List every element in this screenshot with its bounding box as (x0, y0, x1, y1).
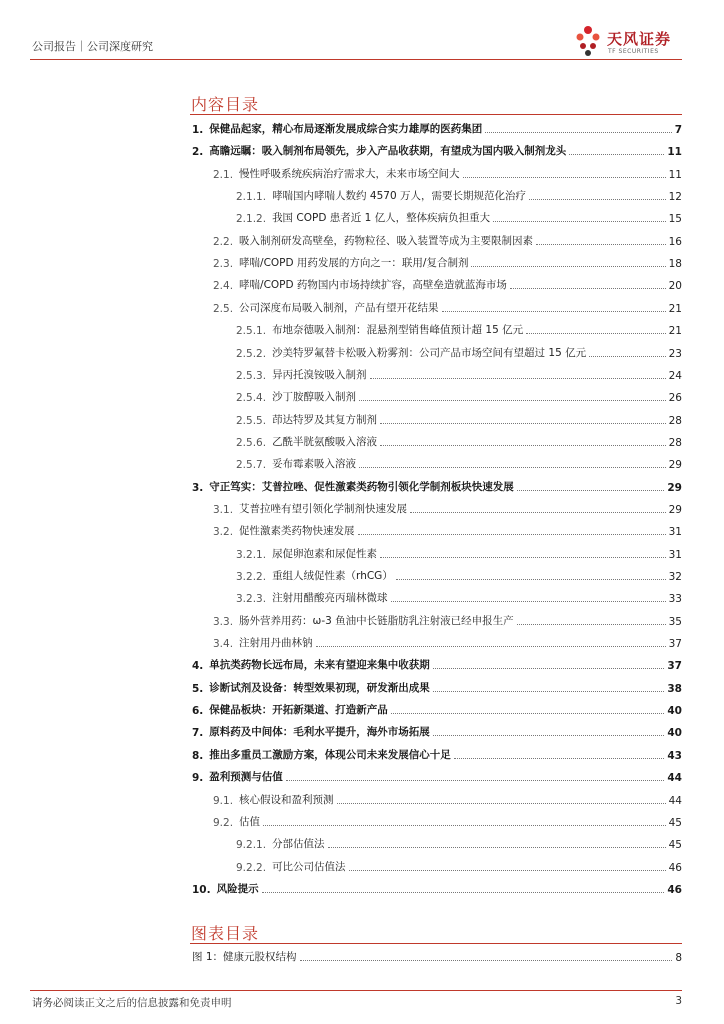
figure-leader-dots (300, 960, 673, 961)
toc-leader-dots (529, 199, 666, 200)
toc-leader-dots (589, 356, 666, 357)
toc-leader-dots (263, 825, 666, 826)
toc-entry-label: 推出多重员工激励方案，体现公司未来发展信心十足 (209, 748, 451, 761)
toc-entry-label: 布地奈德吸入制剂：混悬剂型销售峰值预计超 15 亿元 (272, 324, 524, 337)
toc-entry-page: 29 (668, 459, 682, 472)
toc-entry-number: 7. (192, 727, 204, 740)
toc-entry-page: 29 (667, 481, 682, 494)
toc-entry-page: 28 (668, 436, 682, 449)
toc-entry-page: 35 (668, 615, 682, 628)
figures-title-rule (190, 943, 682, 944)
toc-entry-page: 37 (668, 638, 682, 651)
footer-divider (30, 990, 682, 991)
toc-entry[interactable] (213, 300, 682, 315)
toc-entry-label: 重组人绒促性素（rhCG） (272, 570, 393, 582)
toc-leader-dots (358, 534, 666, 535)
toc-entry-number: 2. (192, 146, 204, 159)
toc-entry[interactable] (213, 501, 682, 516)
toc-entry-number: 2.4. (213, 280, 234, 293)
toc-entry-label: 可比公司估值法 (272, 860, 346, 873)
toc-entry-number: 8. (192, 749, 204, 762)
toc-entry[interactable] (213, 814, 682, 829)
toc-entry-label: 沙美特罗氟替卡松吸入粉雾剂：公司产品市场空间有望超过 15 亿元 (272, 346, 587, 359)
toc-entry[interactable] (192, 657, 682, 672)
toc-entry-label: 保健品起家，精心布局逐渐发展成综合实力雄厚的医药集团 (209, 123, 483, 135)
toc-entry-page: 15 (668, 213, 682, 226)
toc-entry-label: 高瞻远瞩：吸入制剂布局领先，步入产品收获期，有望成为国内吸入制剂龙头 (209, 145, 567, 158)
toc-entry-page: 31 (668, 548, 682, 561)
toc-entry[interactable] (236, 590, 682, 605)
toc-leader-dots (391, 713, 665, 714)
toc-entry-number: 2.5.6. (236, 436, 267, 449)
toc-entry-label: 诊断试剂及设备：转型效果初现，研发渐出成果 (209, 681, 430, 694)
toc-entry-label: 沙丁胺醇吸入制剂 (272, 391, 357, 404)
toc-entry-page: 44 (668, 794, 682, 807)
toc-entry-page: 33 (668, 593, 682, 606)
toc-entry-number: 2.5.7. (236, 459, 267, 472)
toc-leader-dots (359, 400, 666, 401)
header-divider (30, 59, 682, 60)
toc-entry-label: 尿促卵泡素和尿促性素 (272, 547, 378, 560)
toc-leader-dots (471, 266, 665, 267)
toc-entry-page: 21 (668, 302, 682, 315)
toc-entry-page: 21 (668, 325, 682, 338)
toc-entry-number: 3.4. (213, 638, 234, 651)
page-number: 3 (675, 995, 682, 1007)
toc-entry-label: 哮喘国内哮喘人数约 4570 万人，需要长期规范化治疗 (272, 190, 526, 203)
toc-entry-page: 28 (668, 414, 682, 427)
toc-entry-page: 12 (668, 191, 682, 204)
toc-entry-page: 11 (668, 168, 682, 181)
toc-entry-number: 9.2. (213, 816, 234, 829)
toc-entry-number: 2.5.3. (236, 369, 267, 382)
toc-entry[interactable] (236, 367, 682, 382)
toc-entry-label: 保健品板块：开拓新渠道、打造新产品 (209, 704, 388, 717)
toc-entry-number: 9. (192, 772, 204, 785)
figure-entry-label: 图 1：健康元股权结构 (192, 951, 297, 963)
toc-entry-number: 3.3. (213, 615, 234, 628)
figure-entry[interactable] (192, 949, 682, 964)
toc-entry-label: 注射用醋酸亮丙瑞林微球 (272, 592, 388, 605)
toc-entry-number: 2.5. (213, 302, 234, 315)
toc-leader-dots (359, 467, 666, 468)
toc-entry-label: 核心假设和盈利预测 (239, 793, 334, 806)
brand-mark-icon (573, 24, 603, 58)
toc-entry-number: 2.1. (213, 168, 234, 181)
toc-entry-label: 慢性呼吸系统疾病治疗需求大，未来市场空间大 (239, 167, 460, 180)
toc-entry[interactable] (213, 523, 682, 538)
toc-leader-dots (380, 445, 666, 446)
toc-entry-page: 45 (668, 839, 682, 852)
toc-entry[interactable] (213, 613, 682, 628)
toc-leader-dots (349, 870, 666, 871)
toc-entry-page: 18 (668, 258, 682, 271)
toc-entry[interactable] (192, 680, 682, 695)
toc-entry[interactable] (236, 546, 682, 561)
toc-entry[interactable] (236, 434, 682, 449)
toc-entry-page: 44 (667, 772, 682, 785)
toc-entry[interactable] (213, 255, 682, 270)
toc-entry-page: 11 (667, 146, 682, 159)
toc-leader-dots (493, 221, 666, 222)
toc-entry-label: 肠外营养用药：ω-3 鱼油中长链脂肪乳注射液已经申报生产 (239, 614, 514, 627)
toc-entry-label: 妥布霉素吸入溶液 (272, 458, 357, 471)
toc-entry-label: 单抗类药物长远布局，未来有望迎来集中收获期 (209, 659, 430, 672)
toc-leader-dots (569, 154, 664, 155)
toc-leader-dots (433, 668, 665, 669)
toc-entry[interactable] (192, 143, 682, 158)
toc-entry-page: 43 (667, 749, 682, 762)
toc-entry-page: 40 (667, 727, 682, 740)
toc-leader-dots (262, 892, 665, 893)
toc-entry[interactable] (236, 345, 682, 360)
toc-leader-dots (510, 288, 666, 289)
toc-entry-number: 1. (192, 124, 204, 136)
toc-entry-label: 分部估值法 (272, 838, 325, 851)
toc-entry[interactable] (236, 859, 682, 874)
toc-entry-page: 40 (667, 705, 682, 718)
toc-leader-dots (433, 735, 665, 736)
toc-entry-label: 风险提示 (216, 882, 259, 895)
toc-entry-number: 9.2.1. (236, 839, 267, 852)
toc-entry-number: 9.2.2. (236, 861, 267, 874)
toc-leader-dots (380, 423, 666, 424)
figure-entry-page: 8 (675, 952, 682, 964)
toc-entry-number: 2.5.1. (236, 325, 267, 338)
toc-entry[interactable] (236, 836, 682, 851)
toc-leader-dots (536, 244, 666, 245)
toc-entry-label: 异丙托溴铵吸入制剂 (272, 368, 367, 381)
brand-name: 天风证券 (607, 30, 672, 48)
toc-leader-dots (391, 601, 666, 602)
toc-leader-dots (328, 847, 666, 848)
toc-leader-dots (316, 646, 666, 647)
toc-leader-dots (396, 579, 666, 580)
toc-leader-dots (442, 311, 666, 312)
toc-entry[interactable] (213, 792, 682, 807)
toc-entry-number: 10. (192, 883, 211, 896)
toc-entry-page: 31 (668, 526, 682, 539)
toc-entry[interactable] (192, 724, 682, 739)
toc-leader-dots (370, 378, 666, 379)
toc-entry-page: 38 (667, 682, 682, 695)
toc-entry-number: 3.2.3. (236, 593, 267, 606)
toc-entry-label: 原料药及中间体：毛利水平提升，海外市场拓展 (209, 726, 430, 739)
toc-entry[interactable] (192, 881, 682, 896)
toc-entry-label: 估值 (239, 815, 261, 828)
toc-leader-dots (286, 780, 665, 781)
toc-entry[interactable] (192, 121, 682, 136)
toc-entry-page: 29 (668, 503, 682, 516)
toc-entry-label: 乙酰半胱氨酸吸入溶液 (272, 435, 378, 448)
toc-entry-page: 45 (668, 816, 682, 829)
toc-entry[interactable] (213, 277, 682, 292)
toc-entry-number: 3.2. (213, 526, 234, 539)
toc-entry-page: 32 (668, 571, 682, 583)
toc-entry-number: 5. (192, 682, 204, 695)
report-type-label: 公司报告｜公司深度研究 (32, 40, 153, 53)
toc-entry-number: 2.1.2. (236, 213, 267, 226)
toc-entry-page: 46 (668, 861, 682, 874)
toc-entry-number: 3. (192, 481, 204, 494)
toc-entry-page: 46 (667, 883, 682, 896)
toc-leader-dots (485, 132, 671, 133)
toc-entry[interactable] (236, 389, 682, 404)
toc-entry-number: 2.1.1. (236, 191, 267, 204)
toc-entry-number: 3.2.2. (236, 571, 267, 583)
toc-entry-label: 我国 COPD 患者近 1 亿人，整体疾病负担重大 (272, 212, 491, 225)
toc-entry-number: 2.5.4. (236, 392, 267, 405)
toc-entry-label: 注射用丹曲林钠 (239, 637, 313, 650)
toc-entry-number: 2.5.2. (236, 347, 267, 360)
toc-entry[interactable] (192, 479, 682, 494)
toc-entry[interactable] (213, 166, 682, 181)
toc-entry[interactable] (236, 322, 682, 337)
toc-leader-dots (517, 490, 665, 491)
toc-entry[interactable] (192, 702, 682, 717)
toc-leader-dots (337, 803, 666, 804)
toc-leader-dots (410, 512, 666, 513)
toc-entry[interactable] (213, 233, 682, 248)
toc-entry-label: 哮喘/COPD 用药发展的方向之一：联用/复合制剂 (239, 257, 469, 270)
toc-entry-page: 26 (668, 392, 682, 405)
toc-leader-dots (517, 624, 666, 625)
toc-entry-number: 2.2. (213, 235, 234, 248)
figures-title: 图表目录 (191, 924, 260, 943)
brand-logo (573, 24, 683, 58)
toc-entry[interactable] (236, 412, 682, 427)
toc-entry[interactable] (236, 568, 682, 583)
toc-entry[interactable] (213, 635, 682, 650)
toc-leader-dots (454, 758, 665, 759)
toc-leader-dots (463, 177, 666, 178)
toc-entry-number: 3.2.1. (236, 548, 267, 561)
toc-entry-label: 艾普拉唑有望引领化学制剂快速发展 (239, 502, 408, 515)
toc-entry-page: 37 (667, 660, 682, 673)
contents-title: 内容目录 (191, 95, 260, 114)
toc-entry-label: 哮喘/COPD 药物国内市场持续扩容，高壁垒造就蓝海市场 (239, 279, 507, 292)
toc-entry-label: 促性激素类药物快速发展 (239, 525, 355, 538)
contents-title-rule (190, 114, 682, 115)
toc-entry[interactable] (192, 769, 682, 784)
toc-entry[interactable] (236, 188, 682, 203)
toc-entry-label: 守正笃实：艾普拉唑、促性激素类药物引领化学制剂板块快速发展 (209, 480, 514, 493)
toc-entry-page: 7 (674, 124, 682, 136)
toc-entry-page: 20 (668, 280, 682, 293)
toc-entry[interactable] (236, 210, 682, 225)
toc-entry-number: 6. (192, 705, 204, 718)
toc-leader-dots (433, 691, 665, 692)
toc-entry-number: 3.1. (213, 503, 234, 516)
toc-entry-page: 23 (668, 347, 682, 360)
toc-entry-page: 24 (668, 369, 682, 382)
toc-entry[interactable] (192, 747, 682, 762)
toc-entry-number: 4. (192, 660, 204, 673)
toc-entry-number: 2.5.5. (236, 414, 267, 427)
toc-entry-label: 茚达特罗及其复方制剂 (272, 413, 378, 426)
toc-entry-label: 公司深度布局吸入制剂，产品有望开花结果 (239, 301, 439, 314)
toc-entry-label: 吸入制剂研发高壁垒，药物粒径、吸入装置等成为主要限制因素 (239, 234, 534, 247)
toc-entry-page: 16 (668, 235, 682, 248)
toc-entry[interactable] (236, 456, 682, 471)
brand-name-en: TF SECURITIES (608, 48, 659, 55)
toc-leader-dots (380, 557, 666, 558)
disclaimer-text: 请务必阅读正文之后的信息披露和免责申明 (32, 997, 232, 1009)
toc-entry-number: 9.1. (213, 794, 234, 807)
toc-entry-number: 2.3. (213, 258, 234, 271)
toc-leader-dots (526, 333, 666, 334)
toc-entry-label: 盈利预测与估值 (209, 771, 283, 784)
